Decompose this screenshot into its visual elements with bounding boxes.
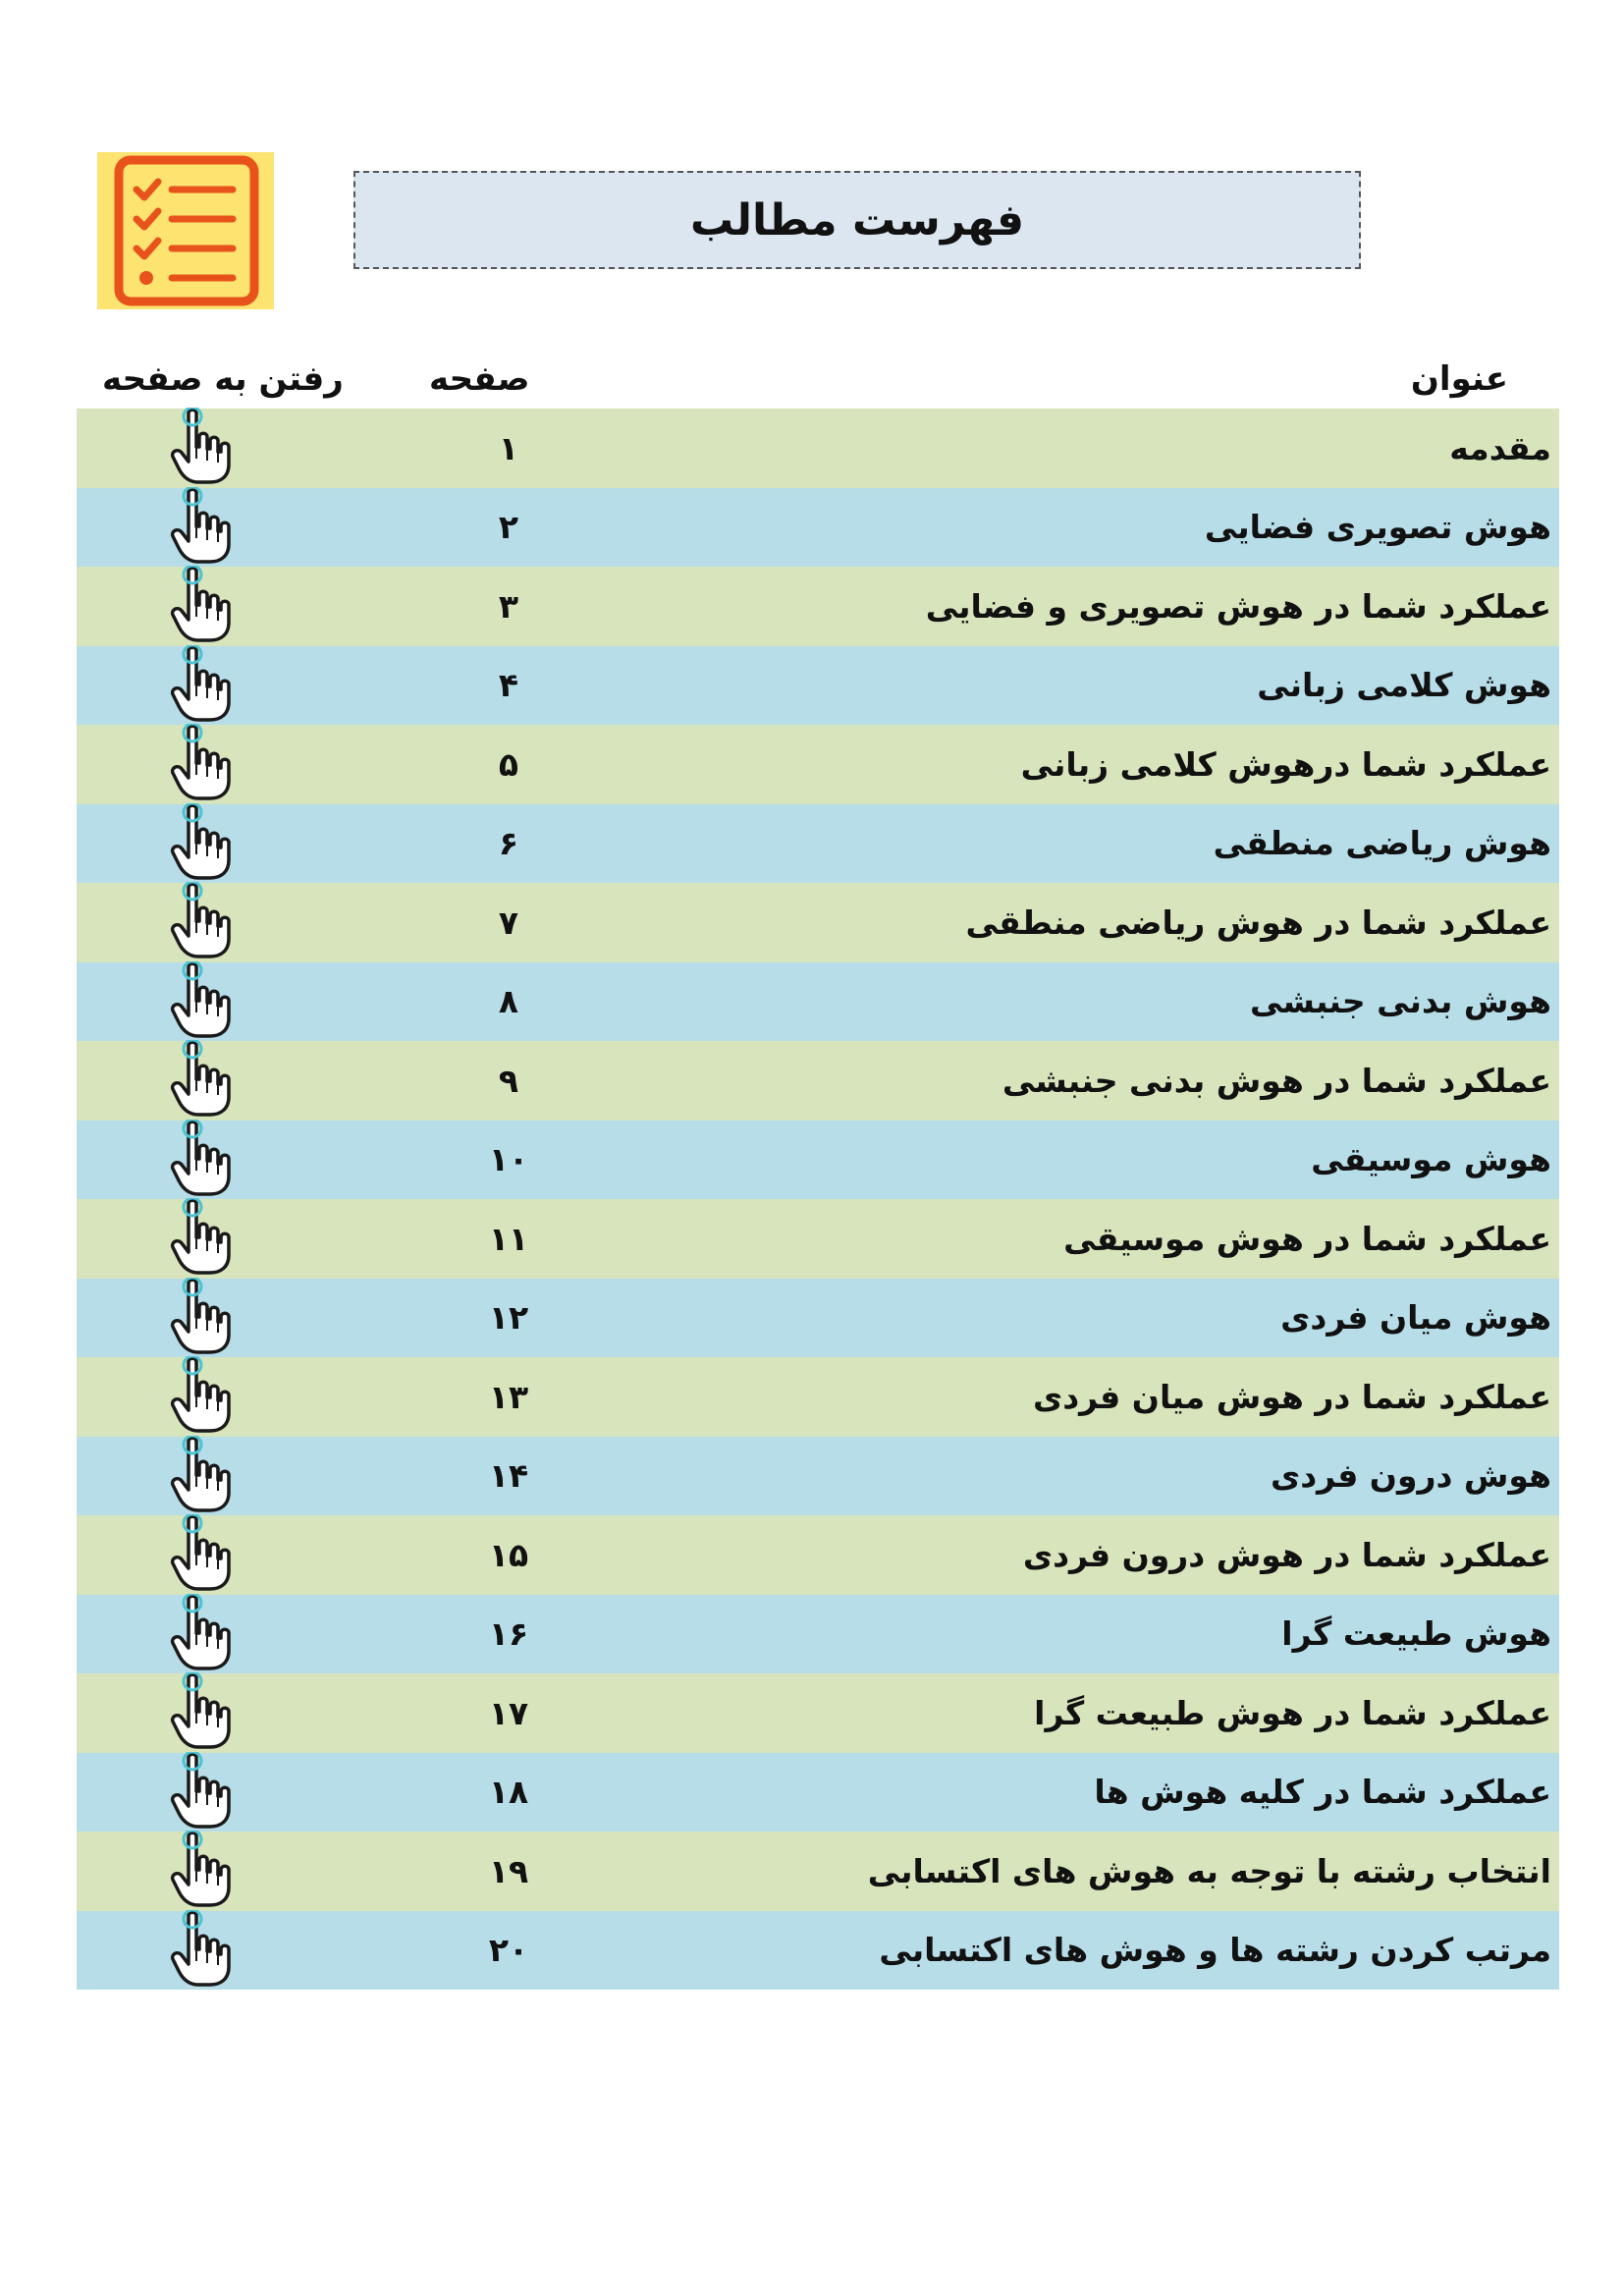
row-page-number: ۱۰	[488, 1140, 529, 1179]
pointing-hand-icon	[169, 961, 238, 1042]
pointing-hand-icon	[169, 1514, 238, 1595]
row-page-number: ۱۹	[488, 1851, 529, 1890]
table-row	[77, 1041, 1559, 1121]
pointing-hand-icon	[169, 1278, 238, 1358]
pointing-hand-icon	[169, 1831, 238, 1911]
goto-page-link[interactable]	[155, 1279, 251, 1358]
goto-page-link[interactable]	[155, 1831, 251, 1911]
row-page-number: ۱	[498, 428, 519, 467]
row-title: مقدمه	[1449, 428, 1551, 467]
pointing-hand-icon	[169, 1752, 238, 1832]
row-title: عملکرد شما در هوش ریاضی منطقی	[965, 902, 1551, 942]
row-page-number: ۱۶	[488, 1614, 529, 1654]
row-title: هوش طبیعت گرا	[1281, 1614, 1551, 1654]
table-row	[77, 804, 1559, 884]
row-page-number: ۱۱	[488, 1219, 529, 1258]
pointing-hand-icon	[169, 408, 238, 488]
goto-page-link[interactable]	[155, 883, 251, 962]
goto-page-link[interactable]	[155, 488, 251, 568]
pointing-hand-icon	[169, 1672, 238, 1753]
goto-page-link[interactable]	[155, 1199, 251, 1279]
pointing-hand-icon	[169, 1356, 238, 1437]
pointing-hand-icon	[169, 882, 238, 962]
table-of-contents	[77, 409, 1559, 1990]
pointing-hand-icon	[169, 1040, 238, 1121]
pointing-hand-icon	[169, 724, 238, 804]
table-row	[77, 962, 1559, 1042]
goto-page-link[interactable]	[155, 1515, 251, 1595]
row-title: عملکرد شما در هوش بدنی جنبشی	[1001, 1061, 1551, 1100]
table-row	[77, 488, 1559, 568]
table-row	[77, 725, 1559, 804]
pointing-hand-icon	[169, 1198, 238, 1279]
table-row	[77, 883, 1559, 962]
table-row	[77, 567, 1559, 646]
table-row	[77, 1279, 1559, 1358]
row-page-number: ۹	[498, 1061, 519, 1100]
table-row	[77, 1437, 1559, 1516]
row-title: هوش ریاضی منطقی	[1213, 824, 1551, 863]
table-row	[77, 1673, 1559, 1753]
row-page-number: ۱۲	[488, 1298, 529, 1338]
column-header-page: صفحه	[429, 359, 530, 399]
goto-page-link[interactable]	[155, 1041, 251, 1121]
row-title: هوش موسیقی	[1311, 1140, 1551, 1179]
row-title: عملکرد شما در هوش تصویری و فضایی	[925, 586, 1551, 626]
goto-page-link[interactable]	[155, 1673, 251, 1753]
goto-page-link[interactable]	[155, 1753, 251, 1832]
row-title: انتخاب رشته با توجه به هوش های اکتسابی	[867, 1851, 1551, 1890]
goto-page-link[interactable]	[155, 1121, 251, 1200]
goto-page-link[interactable]	[155, 962, 251, 1042]
pointing-hand-icon	[169, 645, 238, 726]
row-title: عملکرد شما درهوش کلامی زبانی	[1020, 744, 1551, 784]
row-page-number: ۷	[498, 902, 519, 942]
page-title: فهرست مطالب	[689, 194, 1025, 246]
row-title: هوش تصویری فضایی	[1204, 508, 1551, 547]
row-page-number: ۶	[498, 824, 519, 863]
goto-page-link[interactable]	[155, 804, 251, 884]
goto-page-link[interactable]	[155, 725, 251, 804]
goto-page-link[interactable]	[155, 409, 251, 488]
row-page-number: ۴	[498, 666, 519, 705]
table-row	[77, 1357, 1559, 1437]
table-row	[77, 1911, 1559, 1991]
row-page-number: ۸	[498, 982, 519, 1021]
row-page-number: ۱۵	[488, 1535, 529, 1574]
table-row	[77, 1515, 1559, 1595]
row-page-number: ۳	[498, 586, 519, 626]
row-page-number: ۱۳	[488, 1377, 529, 1416]
goto-page-link[interactable]	[155, 1357, 251, 1437]
row-title: هوش بدنی جنبشی	[1249, 982, 1551, 1021]
table-row	[77, 1831, 1559, 1911]
checklist-icon	[97, 152, 274, 309]
goto-page-link[interactable]	[155, 646, 251, 726]
pointing-hand-icon	[169, 566, 238, 646]
pointing-hand-icon	[169, 803, 238, 884]
goto-page-link[interactable]	[155, 1911, 251, 1991]
row-title: عملکرد شما در هوش طبیعت گرا	[1034, 1693, 1551, 1732]
table-row	[77, 1595, 1559, 1674]
pointing-hand-icon	[169, 1594, 238, 1674]
row-title: هوش کلامی زبانی	[1257, 666, 1551, 705]
pointing-hand-icon	[169, 487, 238, 568]
row-title: هوش میان فردی	[1280, 1298, 1551, 1338]
row-page-number: ۲۰	[488, 1931, 529, 1970]
table-row	[77, 409, 1559, 488]
row-title: عملکرد شما در هوش میان فردی	[1032, 1377, 1551, 1416]
row-title: هوش درون فردی	[1270, 1456, 1551, 1496]
table-row	[77, 1199, 1559, 1279]
row-page-number: ۲	[498, 508, 519, 547]
table-row	[77, 646, 1559, 726]
pointing-hand-icon	[169, 1910, 238, 1991]
goto-page-link[interactable]	[155, 1595, 251, 1674]
row-page-number: ۵	[498, 744, 519, 784]
goto-page-link[interactable]	[155, 1437, 251, 1516]
pointing-hand-icon	[169, 1120, 238, 1200]
row-title: مرتب کردن رشته ها و هوش های اکتسابی	[879, 1931, 1551, 1970]
row-title: عملکرد شما در کلیه هوش ها	[1094, 1773, 1551, 1812]
row-title: عملکرد شما در هوش موسیقی	[1063, 1219, 1551, 1258]
row-page-number: ۱۷	[488, 1693, 529, 1732]
row-title: عملکرد شما در هوش درون فردی	[1022, 1535, 1551, 1574]
goto-page-link[interactable]	[155, 567, 251, 646]
table-row	[77, 1753, 1559, 1832]
row-page-number: ۱۸	[488, 1773, 529, 1812]
column-header-goto: رفتن به صفحه	[102, 359, 344, 399]
table-row	[77, 1121, 1559, 1200]
page-title-box	[353, 171, 1361, 269]
pointing-hand-icon	[169, 1436, 238, 1516]
row-page-number: ۱۴	[488, 1456, 529, 1496]
column-header-title: عنوان	[1410, 359, 1508, 399]
